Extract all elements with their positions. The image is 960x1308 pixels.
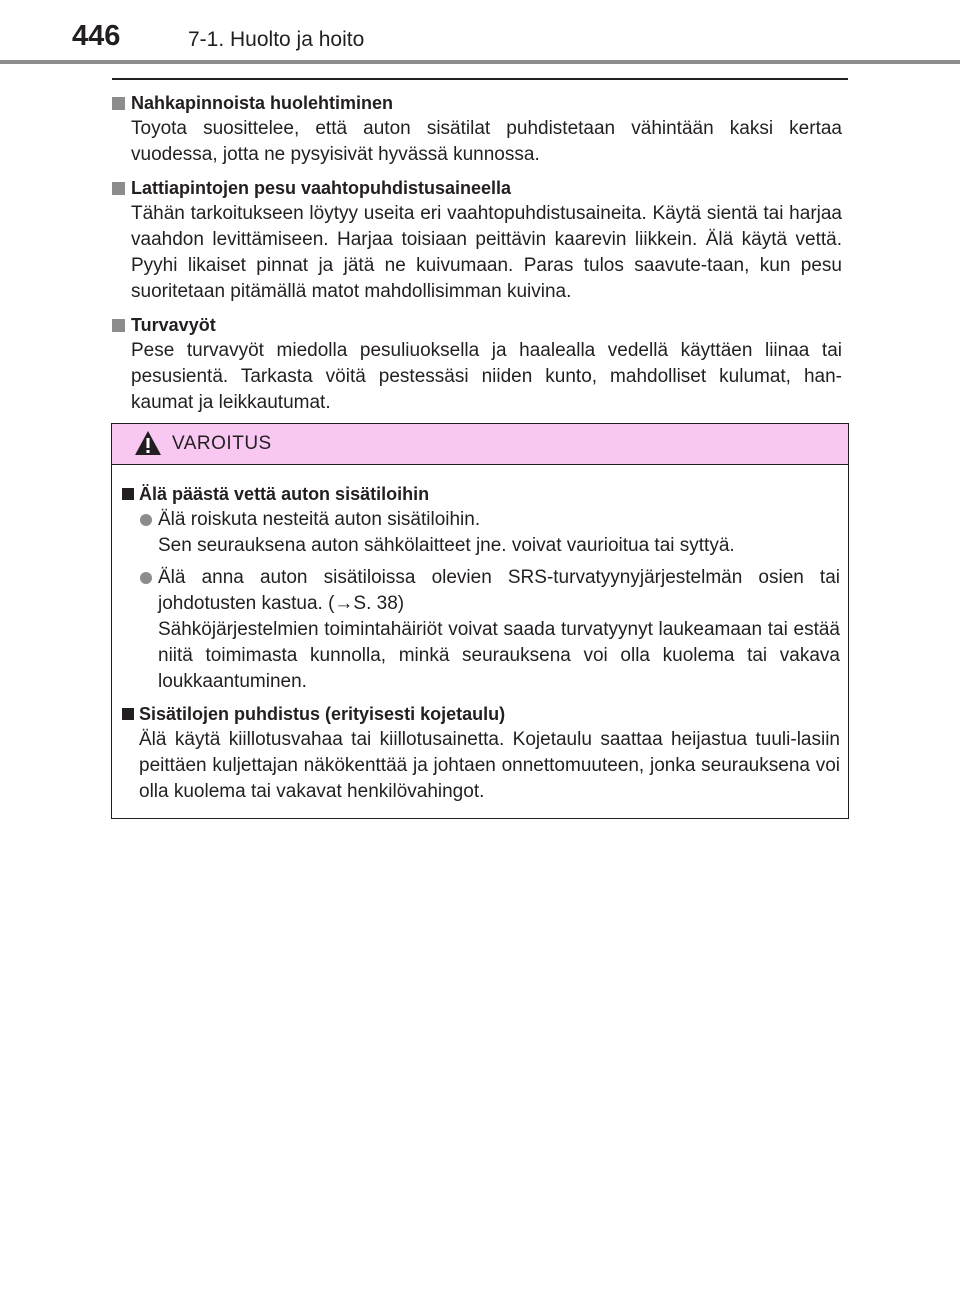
black-square-bullet-icon <box>122 488 134 500</box>
section-title: Nahkapinnoista huolehtiminen <box>110 90 842 116</box>
bullet-dot-icon <box>140 572 152 584</box>
page-number: 446 <box>72 20 121 52</box>
page-reference-link[interactable]: S. 38) <box>353 593 405 614</box>
gray-square-bullet-icon <box>112 182 125 195</box>
warning-box <box>111 423 849 819</box>
section-leather-care <box>110 90 842 168</box>
warning-section-water <box>120 481 840 695</box>
gray-square-bullet-icon <box>112 97 125 110</box>
bullet-dot-icon <box>140 514 152 526</box>
section-body: Toyota suosittelee, että auton sisätilat puhdistetaan vähintään kaksi kertaa vuodessa, jotta ne pysyisivät hyvässä kunnossa. <box>131 118 842 165</box>
arrow-right-icon: → <box>334 593 354 614</box>
section-body: Pese turvavyöt miedolla pesuliuoksella ja haalealla vedellä käyttäen liinaa tai pesusientä. Tarkasta vöitä pestessäsi niiden kunto, mahdolliset kulumat, han-kaumat ja leikkautumat. <box>131 340 842 413</box>
warning-body <box>112 465 848 805</box>
gray-square-bullet-icon <box>112 319 125 332</box>
section-title: Lattiapintojen pesu vaahtopuhdistusaineella <box>110 175 842 201</box>
warning-triangle-icon <box>134 430 162 456</box>
warning-item: Älä anna auton sisätiloissa olevien SRS-turvatyynyjärjestelmän osien tai johdotusten kastua. (→S. 38) Sähköjärjestelmien toimintahäiriöt voivat saada turvatyynyt laukeamaan tai estää niitä toimimasta kunnolla, minkä seurauksena voi olla kuolema tai vakava loukkaantuminen. <box>120 565 840 695</box>
warning-section-dashboard <box>120 701 840 805</box>
section-body: Tähän tarkoitukseen löytyy useita eri vaahtopuhdistusaineita. Käytä sientä tai harjaa vaahdon levittämiseen. Harjaa toisiaan peittävin kaarevin liikkein. Älä käytä vettä. Pyyhi likaiset pinnat ja jätä ne kuivumaan. Paras tulos saavute-taan, kun pesu suoritetaan pitämällä matot mahdollisimman kuivina. <box>131 203 842 302</box>
black-square-bullet-icon <box>122 708 134 720</box>
section-title: Turvavyöt <box>110 312 842 338</box>
section-floor-cleaning <box>110 175 842 305</box>
warning-section-title: Älä päästä vettä auton sisätiloihin <box>120 481 840 507</box>
warning-title: VAROITUS <box>172 433 272 454</box>
section-seatbelts <box>110 312 842 416</box>
main-content <box>110 90 842 423</box>
header-bar <box>0 60 960 64</box>
warning-header <box>112 424 848 465</box>
warning-item: Älä roiskuta nesteitä auton sisätiloihin. Sen seurauksena auton sähkölaitteet jne. voivat vaurioitua tai syttyä. <box>120 507 840 559</box>
header-rule <box>112 78 848 80</box>
page-header <box>0 0 960 64</box>
warning-section-title: Sisätilojen puhdistus (erityisesti kojetaulu) <box>120 701 840 727</box>
chapter-title: 7-1. Huolto ja hoito <box>188 28 365 51</box>
warning-section-body: Älä käytä kiillotusvahaa tai kiillotusainetta. Kojetaulu saattaa heijastua tuuli-lasiin peittäen kuljettajan näkökenttää ja johtaen onnettomuuteen, jonka seurauksena voi olla kuolema tai vakavat henkilövahingot. <box>139 729 840 802</box>
